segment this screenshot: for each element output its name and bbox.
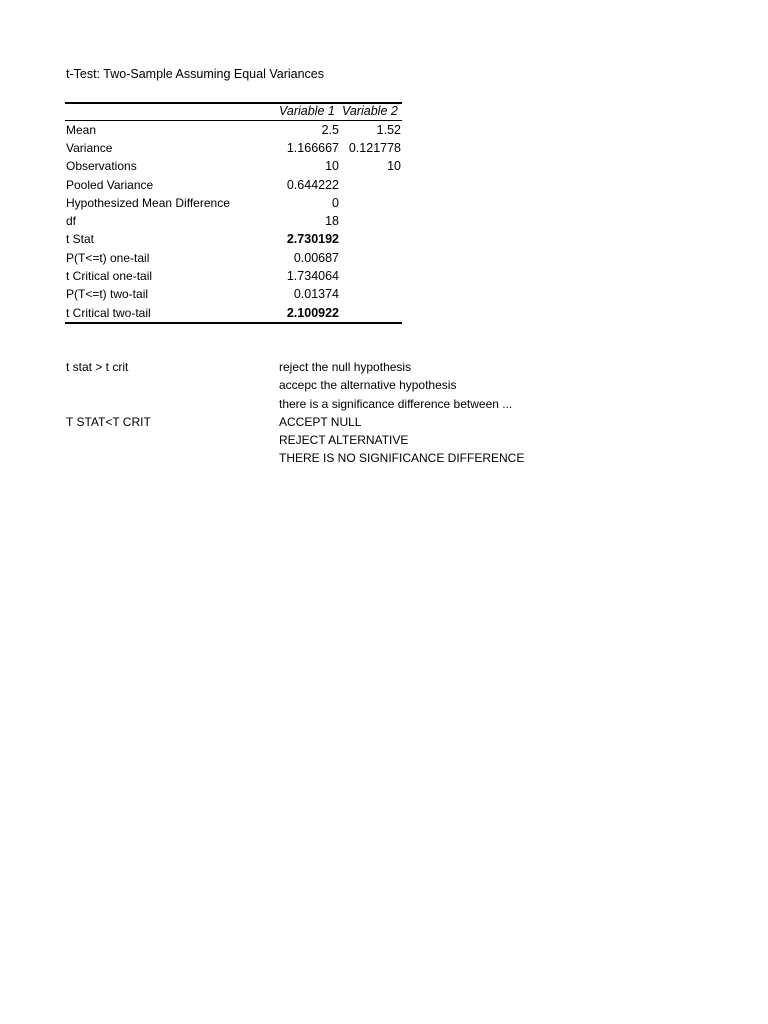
condition-t-stat-greater: t stat > t crit (66, 360, 129, 374)
row-value-variable-1: 10 (325, 159, 339, 173)
row-label: Observations (66, 159, 137, 173)
table-bottom-rule (65, 322, 402, 324)
row-label: t Critical one-tail (66, 269, 153, 283)
row-value-variable-1: 0.01374 (293, 287, 339, 301)
row-label: P(T<=t) one-tail (66, 251, 150, 265)
row-value-variable-2: 0.121778 (348, 141, 401, 155)
row-value-variable-2: 1.52 (376, 123, 401, 137)
table-row (0, 267, 768, 285)
row-label: Hypothesized Mean Difference (66, 196, 230, 210)
table-row (0, 285, 768, 303)
row-value-variable-1: 2.5 (321, 123, 339, 137)
table-row (0, 304, 768, 322)
table-row (0, 194, 768, 212)
column-header-variable-2: Variable 2 (342, 104, 398, 118)
conclusion-line: reject the null hypothesis (279, 360, 412, 374)
table-row (0, 249, 768, 267)
row-value-variable-1: 0.00687 (293, 251, 339, 265)
row-value-variable-1: 0.644222 (286, 178, 339, 192)
conclusion-line: accepc the alternative hypothesis (279, 378, 457, 392)
sheet-title: t-Test: Two-Sample Assuming Equal Variances (66, 67, 324, 81)
conclusion-line: there is a significance difference between ... (279, 397, 513, 411)
table-row (0, 176, 768, 194)
column-header-variable-1: Variable 1 (279, 104, 335, 118)
condition-t-stat-less: T STAT<T CRIT (66, 415, 151, 429)
conclusion-line: ACCEPT NULL (279, 415, 362, 429)
conclusion-line: THERE IS NO SIGNIFICANCE DIFFERENCE (279, 451, 525, 465)
row-value-variable-1: 2.100922 (286, 306, 339, 320)
table-row (0, 157, 768, 175)
row-value-variable-1: 1.734064 (286, 269, 339, 283)
row-value-variable-2: 10 (387, 159, 401, 173)
row-value-variable-1: 18 (325, 214, 339, 228)
row-label: P(T<=t) two-tail (66, 287, 149, 301)
table-row (0, 230, 768, 248)
table-row (0, 139, 768, 157)
table-row (0, 121, 768, 139)
row-value-variable-1: 0 (332, 196, 339, 210)
row-label: Mean (66, 123, 97, 137)
row-value-variable-1: 2.730192 (286, 232, 339, 246)
row-label: Variance (66, 141, 113, 155)
table-row (0, 212, 768, 230)
row-label: t Critical two-tail (66, 306, 151, 320)
row-label: Pooled Variance (66, 178, 154, 192)
row-label: t Stat (66, 232, 95, 246)
conclusion-line: REJECT ALTERNATIVE (279, 433, 409, 447)
row-label: df (66, 214, 77, 228)
row-value-variable-1: 1.166667 (286, 141, 339, 155)
